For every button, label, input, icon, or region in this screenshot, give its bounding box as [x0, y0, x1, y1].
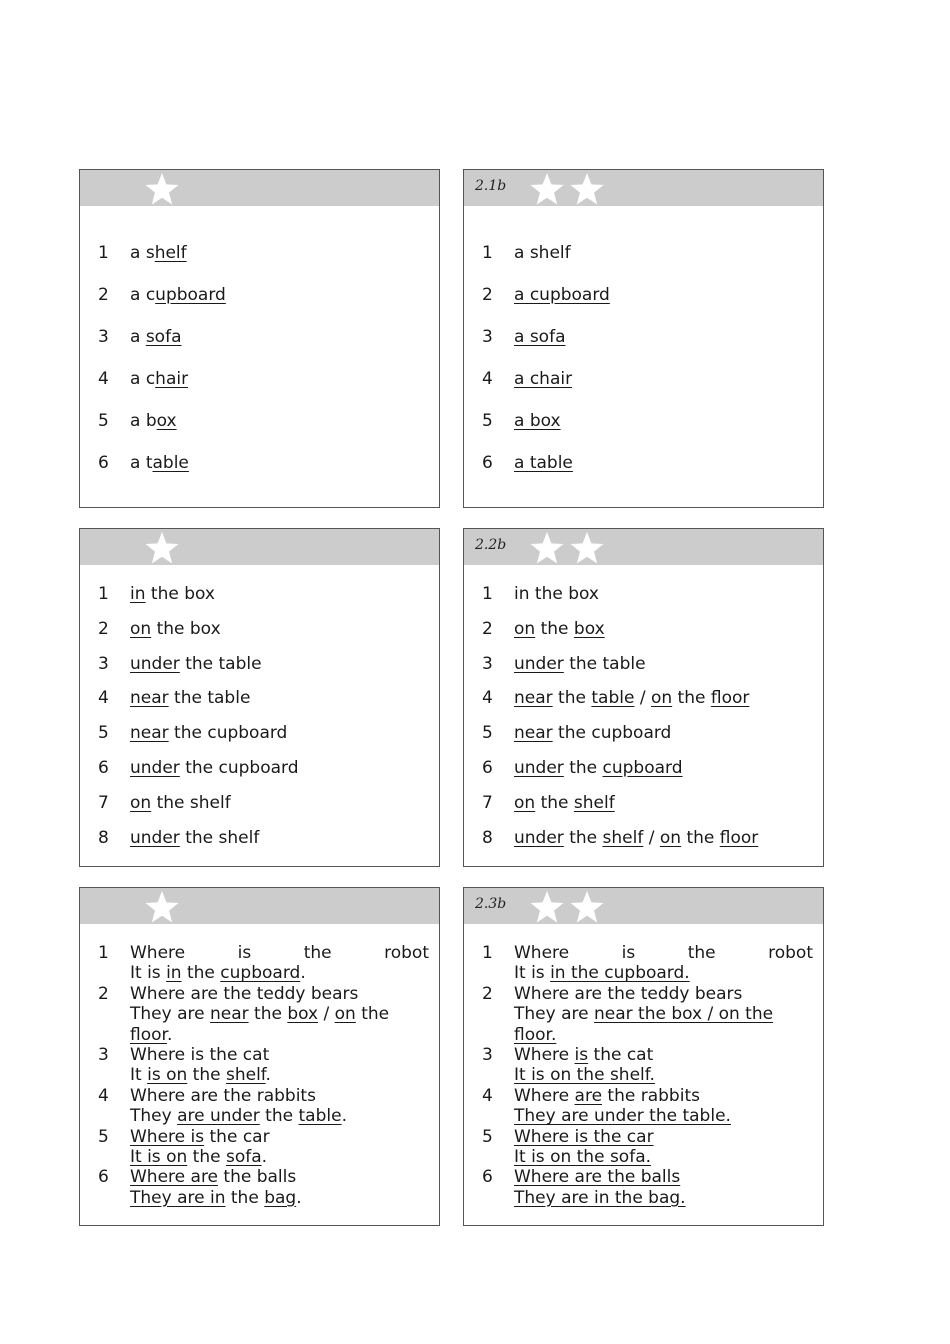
text-segment: the	[535, 792, 574, 813]
text-segment: the box	[145, 584, 215, 604]
underlined-answer: on	[334, 1004, 356, 1025]
item-text	[130, 243, 187, 263]
question-word: Where	[514, 943, 570, 963]
exercise-card-5	[79, 887, 440, 1226]
question-item	[482, 1045, 813, 1086]
question-body	[514, 1045, 813, 1086]
text-line	[130, 1004, 429, 1024]
star-icon	[530, 173, 564, 205]
text-line	[130, 1065, 429, 1085]
question-body	[130, 943, 429, 984]
question-item	[482, 984, 813, 1045]
underlined-answer: They are in	[130, 1187, 226, 1208]
text-segment: the	[259, 1106, 299, 1127]
item-text	[514, 285, 610, 305]
text-segment: They are	[514, 1004, 594, 1025]
text-line	[130, 1086, 429, 1106]
item-number: 5	[98, 411, 109, 431]
text-segment: the	[681, 827, 720, 848]
star-icon	[570, 891, 604, 923]
underlined-answer: floor	[130, 1024, 167, 1045]
text-segment: the table	[563, 653, 646, 674]
item-text	[514, 243, 571, 263]
star-icon	[530, 532, 564, 564]
text-segment: the table	[168, 688, 251, 709]
item-number: 7	[98, 792, 109, 813]
text-line	[130, 1188, 429, 1208]
text-segment: the	[563, 758, 603, 778]
item-number: 3	[98, 1045, 109, 1066]
text-segment: a shelf	[514, 243, 571, 263]
question-list	[482, 943, 813, 1208]
text-line	[514, 1086, 813, 1106]
text-segment: the box	[151, 618, 221, 639]
text-segment: It	[130, 1065, 148, 1086]
question-word: Where	[130, 943, 186, 963]
item-number: 7	[482, 792, 493, 813]
item-number: 3	[98, 653, 109, 674]
text-segment: Where	[514, 1045, 575, 1066]
text-segment: a t	[130, 453, 153, 473]
text-segment: /	[634, 688, 651, 709]
card-header	[80, 170, 439, 206]
text-segment: Where are the teddy bears	[514, 983, 743, 1004]
underlined-answer: under	[130, 827, 180, 848]
text-segment: .	[341, 1106, 347, 1127]
item-number: 5	[98, 723, 109, 744]
question-line	[130, 943, 429, 963]
text-line	[130, 1127, 429, 1147]
item-number: 2	[98, 285, 109, 305]
underlined-answer: near	[514, 688, 553, 709]
underlined-answer: table	[298, 1106, 342, 1127]
text-segment: the cupboard	[179, 758, 299, 778]
text-segment: the	[181, 963, 221, 984]
text-line	[514, 1106, 813, 1126]
text-segment: the balls	[218, 1167, 297, 1188]
star-icon	[145, 891, 179, 923]
underlined-answer: It is on the shelf.	[514, 1065, 655, 1086]
text-segment: the	[355, 1004, 390, 1025]
item-text	[514, 723, 671, 743]
item-text	[130, 793, 231, 813]
exercise-card-6	[463, 887, 824, 1226]
text-segment: the cupboard	[168, 723, 288, 744]
item-text	[514, 327, 565, 347]
item-text	[130, 654, 262, 674]
star-icon	[530, 891, 564, 923]
card-header	[80, 888, 439, 924]
text-segment: the	[225, 1187, 265, 1208]
question-item	[98, 984, 429, 1045]
underlined-answer: in	[130, 584, 146, 604]
text-segment: a c	[130, 285, 156, 305]
underlined-answer: on	[514, 618, 536, 639]
text-line	[130, 963, 429, 983]
text-segment: It is	[130, 963, 167, 984]
underlined-answer: Where is the car	[514, 1126, 654, 1147]
text-segment: the	[552, 688, 592, 709]
question-word: is	[621, 943, 636, 963]
question-body	[514, 1127, 813, 1168]
item-number: 6	[98, 1167, 109, 1188]
text-segment: Where are the teddy bears	[130, 983, 359, 1004]
text-segment: a b	[130, 411, 157, 431]
item-text	[130, 723, 287, 743]
underlined-answer: able	[152, 453, 189, 473]
question-word: the	[687, 943, 716, 963]
star-icon	[570, 173, 604, 205]
underlined-answer: hair	[155, 369, 189, 389]
question-word: the	[303, 943, 332, 963]
text-segment: It is	[514, 963, 551, 984]
text-line	[514, 1127, 813, 1147]
item-text	[130, 688, 250, 708]
question-body	[130, 984, 429, 1045]
item-text	[514, 828, 758, 848]
text-line	[130, 1147, 429, 1167]
question-item	[98, 1167, 429, 1208]
underlined-answer: table	[591, 688, 635, 709]
text-segment: the	[672, 688, 711, 709]
text-segment: a s	[130, 243, 155, 263]
underlined-answer: is on	[147, 1065, 188, 1086]
underlined-answer: on	[130, 618, 152, 639]
item-number: 6	[98, 758, 109, 778]
text-line	[514, 1188, 813, 1208]
underlined-answer: a table	[514, 453, 573, 473]
underlined-answer: near	[209, 1004, 249, 1025]
item-number: 1	[482, 943, 493, 963]
underlined-answer: shelf	[225, 1065, 266, 1086]
item-number: 3	[98, 327, 109, 347]
item-number: 2	[98, 983, 109, 1004]
item-text	[514, 793, 615, 813]
item-number: 5	[98, 1126, 109, 1147]
underlined-answer: box	[287, 1004, 319, 1025]
text-segment: /	[318, 1004, 335, 1025]
text-segment: Where is the cat	[130, 1045, 270, 1066]
underlined-answer: They are under the table.	[514, 1106, 731, 1127]
text-line	[514, 963, 813, 983]
text-segment: the	[563, 827, 603, 848]
text-segment: the	[535, 618, 574, 639]
underlined-answer: under	[514, 827, 564, 848]
question-body	[130, 1127, 429, 1168]
text-segment: .	[166, 1024, 173, 1045]
question-word: robot	[384, 943, 429, 963]
item-text	[514, 654, 646, 674]
item-number: 1	[98, 584, 109, 604]
question-item	[482, 1167, 813, 1208]
question-item	[98, 1086, 429, 1127]
item-number: 6	[98, 453, 109, 473]
text-line	[130, 1167, 429, 1187]
question-body	[514, 1167, 813, 1208]
item-text	[130, 584, 215, 604]
underlined-answer: floor.	[514, 1024, 557, 1045]
item-number: 5	[482, 411, 493, 431]
text-line	[130, 984, 429, 1004]
text-line	[514, 1045, 813, 1065]
underlined-answer: a sofa	[514, 327, 566, 347]
underlined-answer: floor	[719, 827, 759, 848]
underlined-answer: Where are	[130, 1167, 219, 1188]
underlined-answer: under	[514, 653, 564, 674]
text-line	[514, 984, 813, 1004]
underlined-answer: a chair	[514, 369, 573, 389]
text-segment: the table	[179, 653, 262, 674]
question-body	[130, 1086, 429, 1127]
exercise-card-3	[79, 528, 440, 867]
underlined-answer: near	[514, 723, 553, 744]
text-line	[130, 1045, 429, 1065]
text-segment: They are	[130, 1004, 210, 1025]
item-number: 4	[482, 369, 493, 389]
underlined-answer: Where is	[130, 1126, 205, 1147]
item-number: 1	[98, 943, 109, 963]
underlined-answer: sofa	[145, 327, 182, 347]
text-segment: Where are the rabbits	[130, 1085, 316, 1106]
underlined-answer: bag	[264, 1187, 297, 1208]
text-segment: the	[187, 1147, 226, 1168]
underlined-answer: a cupboard	[514, 285, 610, 305]
item-text	[514, 453, 573, 473]
text-line	[514, 1004, 813, 1024]
question-item	[98, 1127, 429, 1168]
text-line	[130, 1106, 429, 1126]
card-header	[464, 170, 823, 206]
text-segment: the shelf	[179, 827, 260, 848]
item-text	[130, 758, 299, 778]
card-header	[464, 888, 823, 924]
underlined-answer: near	[130, 723, 169, 744]
item-number: 3	[482, 1045, 493, 1066]
item-number: 4	[98, 369, 109, 389]
underlined-answer: near the box / on the	[593, 1004, 774, 1025]
star-icon	[145, 532, 179, 564]
item-number: 1	[482, 584, 493, 604]
exercise-card-4	[463, 528, 824, 867]
underlined-answer: in	[166, 963, 182, 984]
text-line	[130, 1025, 429, 1045]
text-segment: a c	[130, 369, 156, 389]
question-body	[130, 1045, 429, 1086]
item-text	[514, 758, 683, 778]
text-segment: the	[248, 1004, 288, 1025]
item-text	[514, 411, 561, 431]
exercise-card-1	[79, 169, 440, 508]
item-number: 6	[482, 1167, 493, 1188]
text-segment: .	[261, 1147, 268, 1168]
underlined-answer: a box	[514, 411, 561, 431]
exercise-code: 2.1b	[475, 178, 507, 194]
item-text	[514, 584, 599, 604]
item-text	[130, 327, 182, 347]
underlined-answer: ox	[156, 411, 177, 431]
text-segment: the cupboard	[552, 723, 672, 744]
underlined-answer: on	[514, 792, 536, 813]
item-number: 2	[482, 618, 493, 639]
text-segment: in the box	[514, 584, 599, 604]
item-text	[130, 285, 226, 305]
question-item	[98, 943, 429, 984]
question-item	[482, 943, 813, 984]
text-line	[514, 1025, 813, 1045]
text-segment: .	[265, 1065, 271, 1086]
underlined-answer: under	[130, 653, 180, 674]
item-number: 8	[98, 827, 109, 848]
question-item	[482, 1127, 813, 1168]
underlined-answer: cupboard	[602, 758, 683, 778]
underlined-answer: cupboard	[220, 963, 301, 984]
underlined-answer: under	[130, 758, 180, 778]
item-number: 4	[98, 1085, 109, 1106]
text-segment: .	[300, 963, 306, 984]
text-segment: a	[130, 327, 146, 347]
item-number: 1	[482, 243, 493, 263]
underlined-answer: on	[650, 688, 673, 709]
text-segment: They	[130, 1106, 178, 1127]
underlined-answer: shelf	[573, 792, 615, 813]
question-word: robot	[768, 943, 813, 963]
item-number: 3	[482, 327, 493, 347]
text-segment: Where	[514, 1085, 575, 1106]
item-text	[514, 688, 749, 708]
item-text	[130, 411, 177, 431]
text-line	[514, 1167, 813, 1187]
underlined-answer: Where are the balls	[514, 1167, 681, 1188]
underlined-answer: sofa	[225, 1147, 262, 1168]
item-text	[514, 369, 572, 389]
underlined-answer: is	[574, 1045, 589, 1066]
underlined-answer: floor	[710, 688, 750, 709]
item-text	[130, 828, 259, 848]
underlined-answer: helf	[154, 243, 187, 263]
underlined-answer: It is on the sofa.	[514, 1147, 652, 1168]
question-body	[514, 984, 813, 1045]
card-header	[464, 529, 823, 565]
item-number: 2	[98, 618, 109, 639]
text-line	[514, 1147, 813, 1167]
question-body	[514, 1086, 813, 1127]
item-text	[514, 619, 605, 639]
item-number: 4	[482, 1085, 493, 1106]
item-number: 4	[482, 688, 493, 709]
underlined-answer: box	[573, 618, 605, 639]
underlined-answer: upboard	[155, 285, 226, 305]
underlined-answer: on	[130, 792, 152, 813]
item-number: 2	[482, 285, 493, 305]
question-body	[514, 943, 813, 984]
underlined-answer: under	[514, 758, 564, 778]
question-item	[482, 1086, 813, 1127]
text-segment: the rabbits	[602, 1085, 700, 1106]
item-text	[130, 453, 189, 473]
exercise-code: 2.3b	[475, 896, 507, 912]
question-body	[130, 1167, 429, 1208]
exercise-card-2	[463, 169, 824, 508]
star-icon	[570, 532, 604, 564]
item-number: 5	[482, 723, 493, 744]
item-number: 3	[482, 653, 493, 674]
underlined-answer: in the cupboard.	[550, 963, 690, 984]
item-number: 2	[482, 983, 493, 1004]
item-number: 6	[482, 453, 493, 473]
question-word: is	[237, 943, 252, 963]
underlined-answer: are under	[177, 1106, 260, 1127]
item-number: 8	[482, 827, 493, 848]
exercise-code: 2.2b	[475, 537, 507, 553]
text-segment: the car	[204, 1126, 270, 1147]
text-line	[514, 1065, 813, 1085]
item-number: 4	[98, 688, 109, 709]
item-number: 1	[98, 243, 109, 263]
item-text	[130, 369, 188, 389]
text-segment: the shelf	[151, 792, 231, 813]
text-segment: the	[187, 1065, 226, 1086]
underlined-answer: shelf	[602, 827, 644, 848]
question-list	[98, 943, 429, 1208]
item-number: 6	[482, 758, 493, 778]
item-text	[130, 619, 221, 639]
item-number: 5	[482, 1126, 493, 1147]
text-segment: the cat	[588, 1045, 654, 1066]
text-segment: /	[643, 827, 660, 848]
card-header	[80, 529, 439, 565]
underlined-answer: are	[574, 1085, 603, 1106]
question-item	[98, 1045, 429, 1086]
underlined-answer: near	[130, 688, 169, 709]
underlined-answer: They are in the bag.	[514, 1187, 686, 1208]
underlined-answer: It is on	[130, 1147, 188, 1168]
star-icon	[145, 173, 179, 205]
underlined-answer: on	[659, 827, 682, 848]
text-segment: .	[296, 1187, 302, 1208]
question-line	[514, 943, 813, 963]
